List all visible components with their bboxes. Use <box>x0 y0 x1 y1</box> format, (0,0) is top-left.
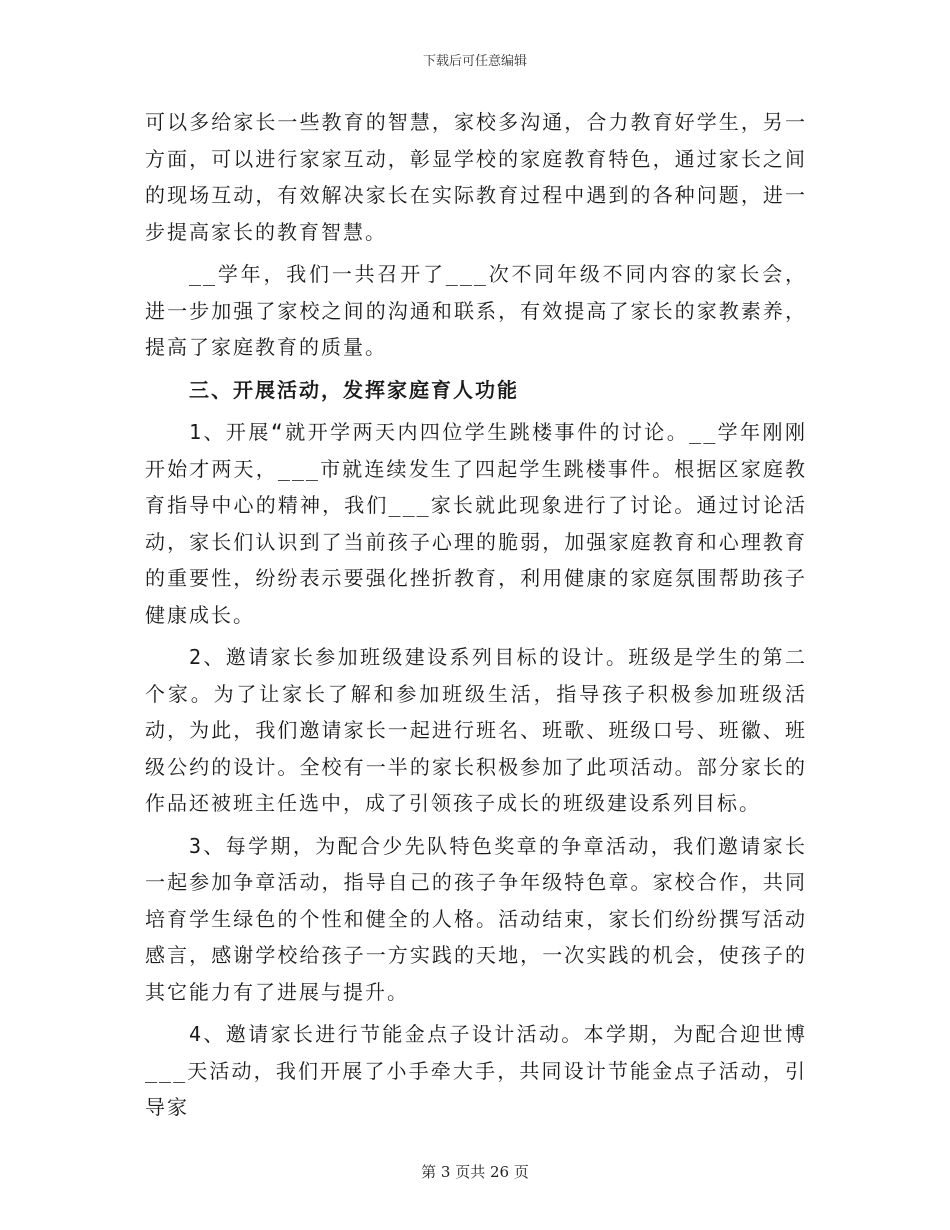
paragraph-activity-4: 4、邀请家长进行节能金点子设计活动。本学期，为配合迎世博___天活动，我们开展了小手牵大手，共同设计节能金点子活动，引导家 <box>145 1022 807 1119</box>
page-header: 下载后可任意编辑 <box>422 54 527 69</box>
paragraph-parent-meetings: __学年，我们一共召开了___次不同年级不同内容的家长会，进一步加强了家校之间的沟通和联系，有效提高了家长的家教素养，提高了家庭教育的质量。 <box>145 262 807 359</box>
paragraph-activity-1: 1、开展“就开学两天内四位学生跳楼事件的讨论。__学年刚刚开始才两天，___市就连续发生了四起学生跳楼事件。根据区家庭教育指导中心的精神，我们___家长就此现象进行了讨论。通过讨论活动，家长们认识到了当前孩子心理的脆弱，加强家庭教育和心理教育的重要性，纷纷表示要强化挫折教育，利用健康的家庭氛围帮助孩子健康成长。 <box>145 420 807 627</box>
paragraph-continuation: 可以多给家长一些教育的智慧，家校多沟通，合力教育好学生，另一方面，可以进行家家互动，彰显学校的家庭教育特色，通过家长之间的现场互动，有效解决家长在实际教育过程中遇到的各种问题，进一步提高家长的教育智慧。 <box>145 110 807 244</box>
page-footer: 第 3 页共 26 页 <box>421 1163 529 1181</box>
paragraph-activity-2: 2、邀请家长参加班级建设系列目标的设计。班级是学生的第二个家。为了让家长了解和参加班级生活，指导孩子积极参加班级活动，为此，我们邀请家长一起进行班名、班歌、班级口号、班徽、班级公约的设计。全校有一半的家长积极参加了此项活动。部分家长的作品还被班主任选中，成了引领孩子成长的班级建设系列目标。 <box>145 645 807 815</box>
section-heading: 三、开展活动，发挥家庭育人功能 <box>189 377 519 402</box>
paragraph-activity-3: 3、每学期，为配合少先队特色奖章的争章活动，我们邀请家长一起参加争章活动，指导自己的孩子争年级特色章。家校合作，共同培育学生绿色的个性和健全的人格。活动结束，家长们纷纷撰写活动感言，感谢学校给孩子一方实践的天地，一次实践的机会，使孩子的其它能力有了进展与提升。 <box>145 833 807 1004</box>
document-body <box>145 104 807 1132</box>
